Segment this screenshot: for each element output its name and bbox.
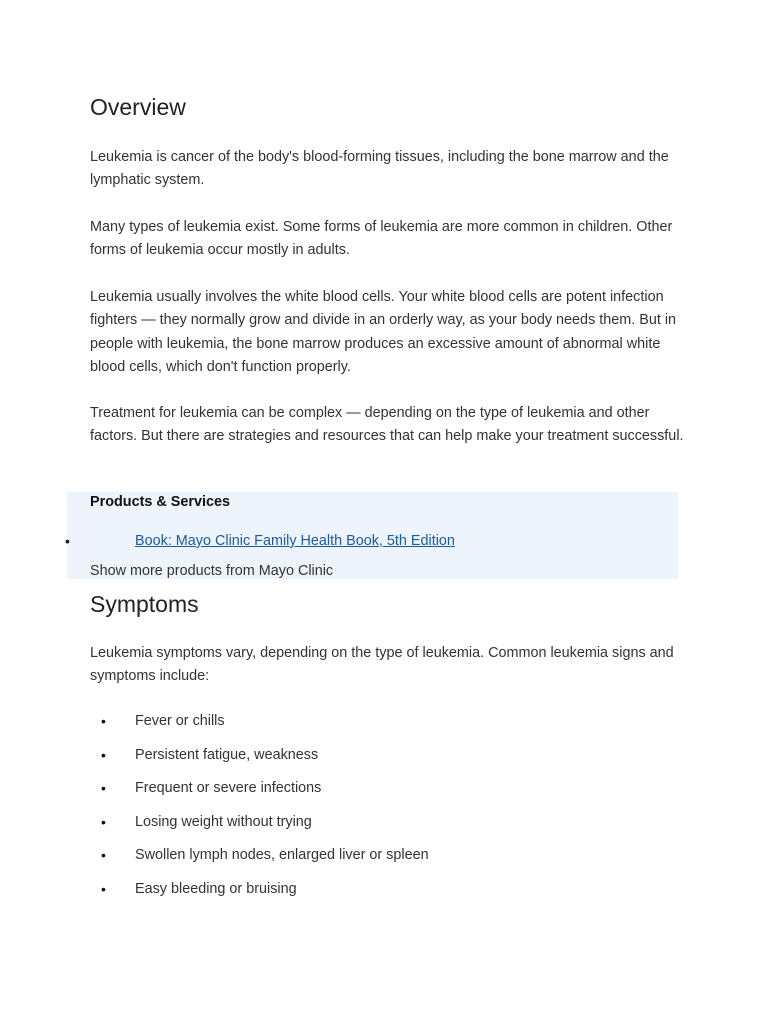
symptom-text: Frequent or severe infections: [135, 780, 322, 796]
bullet-marker: •: [101, 880, 106, 897]
overview-paragraph-2: Many types of leukemia exist. Some forms of leukemia are more common in children. Other forms of leukemia occur mostly in adults.: [90, 219, 673, 259]
bullet-marker: •: [101, 813, 106, 830]
overview-paragraph-4: Treatment for leukemia can be complex — depending on the type of leukemia and other factors. But there are strategies and resources that can help make your treatment successful.: [90, 405, 684, 445]
symptom-text: Easy bleeding or bruising: [135, 880, 297, 897]
symptom-text: Losing weight without trying: [135, 813, 312, 830]
overview-heading: Overview: [90, 94, 186, 120]
bullet-marker: •: [101, 847, 106, 863]
bullet-marker: •: [101, 780, 106, 796]
symptoms-intro: Leukemia symptoms vary, depending on the type of leukemia. Common leukemia signs and symptoms include:: [90, 645, 674, 685]
overview-paragraph-1: Leukemia is cancer of the body's blood-forming tissues, including the bone marrow and the lymphatic system.: [90, 149, 669, 189]
symptoms-heading: Symptoms: [90, 591, 199, 617]
overview-paragraph-3: Leukemia usually involves the white blood cells. Your white blood cells are potent infection fighters — they normally grow and divide in an orderly way, as your body needs them. But in people with leukemia, the bone marrow produces an excessive amount of abnormal white blood cells, which don't function properly.: [90, 289, 677, 375]
bullet-marker: •: [101, 746, 106, 763]
bullet-marker: •: [101, 713, 106, 729]
symptom-text: Fever or chills: [135, 713, 225, 729]
product-book-link[interactable]: Book: Mayo Clinic Family Health Book, 5th Edition: [135, 533, 455, 549]
product-bullet: •: [65, 533, 70, 549]
symptom-text: Swollen lymph nodes, enlarged liver or spleen: [135, 847, 429, 863]
show-more-products-text: Show more products from Mayo Clinic: [90, 563, 334, 579]
symptom-text: Persistent fatigue, weakness: [135, 746, 319, 763]
products-services-heading: Products & Services: [90, 494, 230, 510]
